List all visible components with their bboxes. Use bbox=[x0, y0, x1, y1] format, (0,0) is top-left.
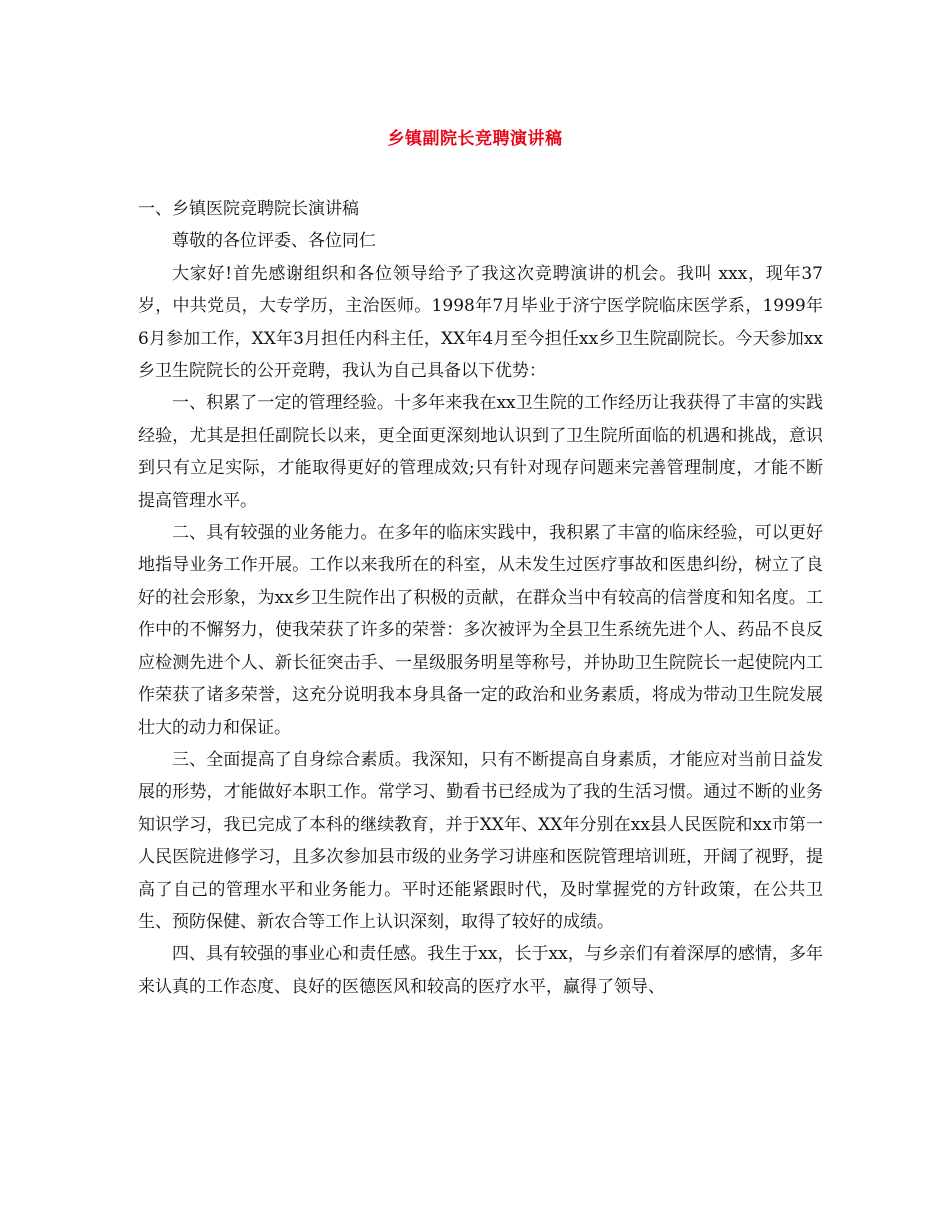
document-body bbox=[138, 193, 823, 1003]
paragraph-business-ability: 二、具有较强的业务能力。在多年的临床实践中，我积累了丰富的临床经验，可以更好地指导业务工作开展。工作以来我所在的科室，从未发生过医疗事故和医患纠纷，树立了良好的社会形象，为xx乡卫生院作出了积极的贡献，在群众当中有较高的信誉度和知名度。工作中的不懈努力，使我荣获了许多的荣誉：多次被评为全县卫生系统先进个人、药品不良反应检测先进个人、新长征突击手、一星级服务明星等称号，并协助卫生院院长一起使院内工作荣获了诸多荣誉，这充分说明我本身具备一定的政治和业务素质，将成为带动卫生院发展壮大的动力和保证。 bbox=[138, 523, 823, 738]
section-heading: 一、乡镇医院竞聘院长演讲稿 bbox=[138, 199, 359, 219]
document-title: 乡镇副院长竞聘演讲稿 bbox=[387, 129, 563, 149]
paragraph-responsibility: 四、具有较强的事业心和责任感。我生于xx，长于xx，与乡亲们有着深厚的感情，多年来认真的工作态度、良好的医德医风和较高的医疗水平，赢得了领导、 bbox=[138, 944, 823, 997]
salutation: 尊敬的各位评委、各位同仁 bbox=[172, 231, 376, 252]
paragraph-management-experience: 一、积累了一定的管理经验。十多年来我在xx卫生院的工作经历让我获得了丰富的实践经验，尤其是担任副院长以来，更全面更深刻地认识到了卫生院所面临的机遇和挑战，意识到只有立足实际，才能取得更好的管理成效;只有针对现存问题来完善管理制度，才能不断提高管理水平。 bbox=[138, 393, 823, 511]
paragraph-self-quality: 三、全面提高了自身综合素质。我深知，只有不断提高自身素质，才能应对当前日益发展的形势，才能做好本职工作。常学习、勤看书已经成为了我的生活习惯。通过不断的业务知识学习，我已完成了本科的继续教育，并于XX年、XX年分别在xx县人民医院和xx市第一人民医院进修学习，且多次参加县市级的业务学习讲座和医院管理培训班，开阔了视野，提高了自己的管理水平和业务能力。平时还能紧跟时代，及时掌握党的方针政策，在公共卫生、预防保健、新农合等工作上认识深刻，取得了较好的成绩。 bbox=[138, 749, 823, 932]
paragraph-intro: 大家好!首先感谢组织和各位领导给予了我这次竞聘演讲的机会。我叫 xxx，现年37岁，中共党员，大专学历，主治医师。1998年7月毕业于济宁医学院临床医学系，1999年6月参加工作，XX年3月担任内科主任，XX年4月至今担任xx乡卫生院副院长。今天参加xx乡卫生院院长的公开竞聘，我认为自己具备以下优势： bbox=[138, 263, 823, 382]
